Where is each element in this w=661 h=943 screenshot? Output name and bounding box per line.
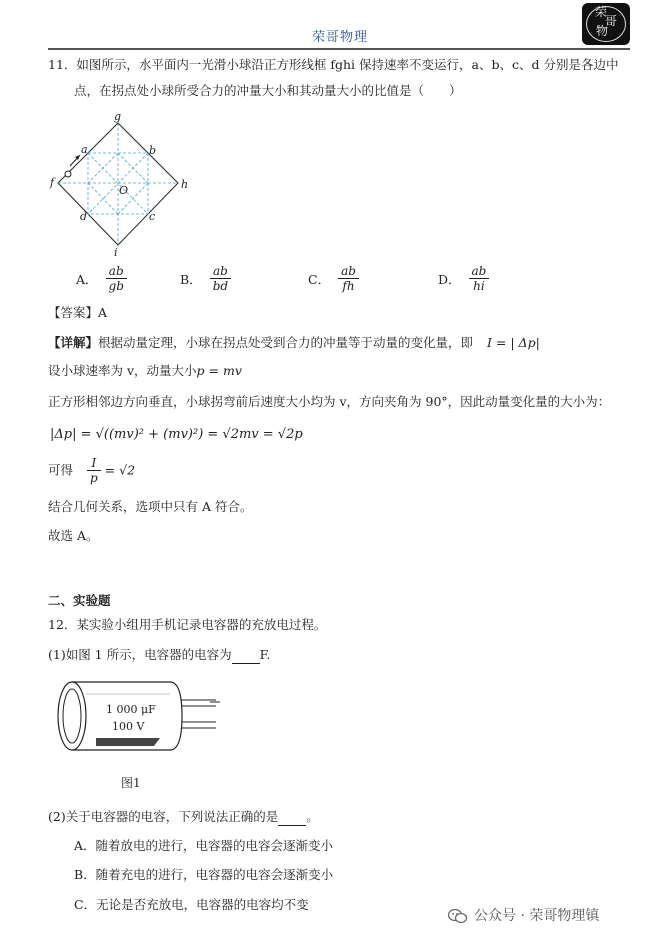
q12-part2: (2)关于电容器的电容，下列说法正确的是 。 <box>48 809 319 824</box>
logo <box>582 3 630 45</box>
square-frame-figure <box>48 108 198 258</box>
q11-option-a[interactable]: A． $\frac{ab}{gb}$ <box>76 264 127 293</box>
q12-option-a[interactable]: A．随着放电的进行，电容器的电容会逐渐变小 <box>74 838 334 853</box>
voltage-label: 100 V <box>112 720 145 733</box>
logo-char: 哥 <box>604 14 617 28</box>
q11-answer: 【答案】A <box>48 305 108 320</box>
label-b: b <box>149 144 157 157</box>
q12-option-c[interactable]: C．无论是否充放电，电容器的电容均不变 <box>74 897 309 912</box>
answer-blank[interactable] <box>232 651 260 664</box>
logo-char: 荣 <box>594 5 607 19</box>
label-d: d <box>80 210 88 223</box>
formula-delta-p: |Δp| = √((mv)² + (mv)²) = √2mv = √2p <box>50 427 303 442</box>
q11-perpendicular: 正方形相邻边方向垂直，小球拐弯前后速度大小均为 v，方向夹角为 90°，因此动量变化量的大小为： <box>48 394 611 409</box>
q11-option-d[interactable]: D． $\frac{ab}{hi}$ <box>438 264 489 293</box>
label-f: f <box>50 176 55 189</box>
capacitor-figure <box>50 672 220 772</box>
q11-ratio: 可得 $\frac{I}{p}$ = √2 <box>48 456 136 485</box>
q11-detail: 【详解】根据动量定理，小球在拐点处受到合力的冲量等于动量的变化量，即 I = | Δp| <box>48 335 540 350</box>
q11-option-c[interactable]: C． $\frac{ab}{fh}$ <box>308 264 359 293</box>
logo-char: 物 <box>595 24 608 38</box>
label-c: c <box>149 210 156 223</box>
wechat-icon <box>448 908 468 924</box>
q12-stem: 12．某实验小组用手机记录电容器的充放电过程。 <box>48 617 327 632</box>
q11-option-b[interactable]: B． $\frac{ab}{bd}$ <box>180 264 231 293</box>
q11-conclusion: 故选 A。 <box>48 528 99 543</box>
label-a: a <box>81 143 88 156</box>
section-title: 二、实验题 <box>48 593 111 608</box>
q11-stem-line1: 11．如图所示，水平面内一光滑小球沿正方形线框 fghi 保持速率不变运行，a、b、c、d 分别是各边中 <box>48 57 619 72</box>
footer-watermark: 公众号 · 荣哥物理镇 <box>448 905 599 925</box>
label-h: h <box>181 178 189 191</box>
q11-stem-line2: 点，在拐点处小球所受合力的冲量大小和其动量大小的比值是（ ） <box>74 83 462 98</box>
q12-part1: (1)如图 1 所示，电容器的电容为 F. <box>48 647 271 662</box>
figure-caption: 图1 <box>121 776 141 790</box>
label-g: g <box>114 110 122 123</box>
header-divider <box>48 48 630 50</box>
answer-blank[interactable] <box>278 813 306 826</box>
q11-geometry: 结合几何关系，选项中只有 A 符合。 <box>48 499 253 514</box>
header-title: 荣哥物理 <box>312 30 369 45</box>
q12-option-b[interactable]: B．随着充电的进行，电容器的电容会逐渐变小 <box>74 867 334 882</box>
label-i: i <box>114 246 118 258</box>
capacitance-label: 1 000 μF <box>106 703 156 716</box>
label-O: O <box>119 184 129 197</box>
q11-speed: 设小球速率为 v，动量大小p = mv <box>48 363 242 378</box>
ball-icon <box>65 171 71 177</box>
